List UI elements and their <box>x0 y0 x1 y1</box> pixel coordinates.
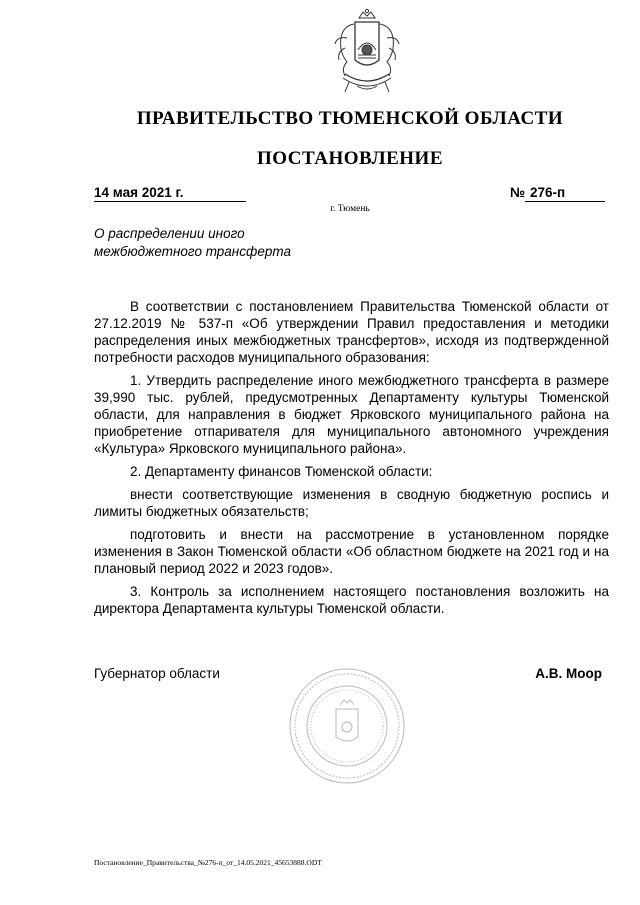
date-underline <box>94 201 246 202</box>
subject-line: межбюджетного трансферта <box>94 244 292 259</box>
official-seal-icon <box>288 667 406 785</box>
signatory-name: А.В. Моор <box>535 666 602 681</box>
item-2-paragraph: 2. Департаменту финансов Тюменской области: <box>130 464 433 479</box>
subject <box>94 225 291 261</box>
document-type: ПОСТАНОВЛЕНИЕ <box>256 148 444 169</box>
city: г. Тюмень <box>330 204 370 214</box>
government-title: ПРАВИТЕЛЬСТВО ТЮМЕНСКОЙ ОБЛАСТИ <box>136 108 564 129</box>
number-label: № <box>510 185 526 200</box>
subject-line: О распределении иного <box>94 226 245 241</box>
document-body <box>94 298 609 623</box>
item-2a-paragraph: внести соответствующие изменения в сводную бюджетную роспись и лимиты бюджетных обязательств; <box>94 487 609 519</box>
number-underline <box>525 201 605 202</box>
item-3-paragraph: 3. Контроль за исполнением настоящего постановления возложить на директора Департамента культуры Тюменской области. <box>94 584 609 616</box>
item-2b-paragraph: подготовить и внести на рассмотрение в установленном порядке изменения в Закон Тюменской области «Об областном бюджете на 2021 год и на плановый период 2022 и 2023 годов». <box>94 527 609 576</box>
coat-of-arms-icon <box>327 8 407 104</box>
intro-paragraph: В соответствии с постановлением Правительства Тюменской области от 27.12.2019 № 537-п «Об утверждении Правил предоставления и методики распределения иных межбюджетных трансфертов», исходя из подтвержденной потребности расходов муниципального образования: <box>94 299 609 365</box>
signatory-role: Губернатор области <box>94 666 220 681</box>
footer-filename: Постановление_Правительства_№276-п_от_14.05.2021_45653888.ODT <box>94 858 322 867</box>
item-1-paragraph: 1. Утвердить распределение иного межбюджетного трансферта в размере 39,990 тыс. рублей, предусмотренных Департаменту культуры Тюменской области, для направления в бюджет Ярковского муниципального района на приобретение отпаривателя для муниципального автономного учреждения «Культура» Ярковского муниципального района». <box>94 373 609 456</box>
document-number: 276-п <box>530 185 566 200</box>
document-date: 14 мая 2021 г. <box>94 185 184 200</box>
